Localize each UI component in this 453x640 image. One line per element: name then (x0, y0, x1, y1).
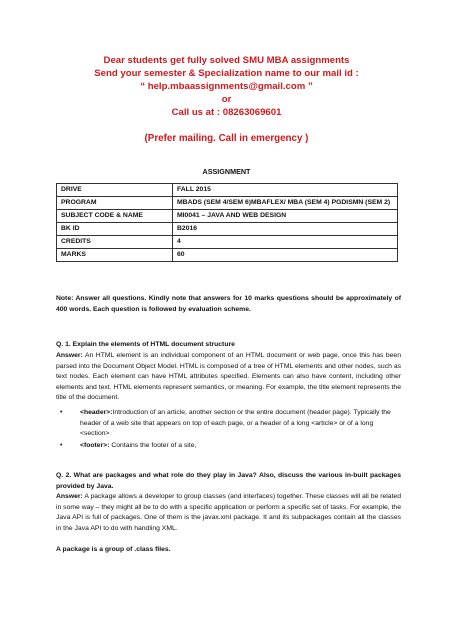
note-paragraph: Note: Answer all questions. Kindly note that answers for 10 marks questions should be approximately of 400 words. Each question is followed by evaluation scheme. (56, 295, 401, 313)
bullet-text: Contains the footer of a site, (109, 442, 197, 449)
row-value: FALL 2015 (173, 184, 398, 197)
promo-note: (Prefer mailing. Call in emergency ) (144, 133, 309, 144)
table-row (57, 184, 398, 197)
answer-2 (56, 492, 401, 534)
promo-block (0, 54, 453, 119)
answer-text: A package allows a developer to group classes (and interfaces) together. These classes will all be related in some way – they might all be to do with a specific application or perform a specific set of tasks. For example, the Java API is full of packages. One of them is the javax.xml package. It and its subpackages contain all the classes in the Java API to do with handling XML. (56, 493, 401, 532)
promo-line-2: Send your semester & Specialization name to our mail id : (94, 68, 359, 79)
row-key: DRIVE (57, 184, 173, 197)
row-value: 60 (173, 249, 398, 262)
promo-phone[interactable]: Call us at : 08263069601 (171, 107, 282, 118)
promo-line-1: Dear students get fully solved SMU MBA assignments (103, 55, 350, 66)
answer-text: An HTML element is an individual component of an HTML document or web page, once this has been parsed into the Document Object Model. HTML is composed of a tree of HTML elements and other nodes, such as text nodes. Each element can have HTML attributes specified. Elements can also have content, including other elements and text. HTML elements represent semantics, or meaning. For example, the title element represents the title of the document. (56, 352, 401, 402)
bullet-item (80, 408, 400, 440)
answer-1 (56, 351, 401, 404)
row-value: 4 (173, 236, 398, 249)
row-value: MI0041 – JAVA AND WEB DESIGN (173, 210, 398, 223)
row-key: MARKS (57, 249, 173, 262)
table-row (57, 210, 398, 223)
table-row (57, 249, 398, 262)
question-1: Q. 1. Explain the elements of HTML document structure (56, 341, 235, 348)
bullet-tag: <footer>: (80, 442, 110, 449)
row-key: BK ID (57, 223, 173, 236)
promo-or: or (221, 94, 232, 105)
bullet-icon: • (60, 409, 63, 416)
row-key: PROGRAM (57, 197, 173, 210)
row-key: CREDITS (57, 236, 173, 249)
table-row (57, 236, 398, 249)
promo-email[interactable]: “ help.mbaassignments@gmail.com ” (140, 81, 313, 92)
row-key: SUBJECT CODE & NAME (57, 210, 173, 223)
answer-label: Answer: (56, 352, 83, 359)
bullet-text: Introduction of an article, another section or the entire document (header page). Typically the header of a web site that appears on top of each page, or a header of a long <article> or of a long <section> (80, 409, 391, 438)
assignment-title: ASSIGNMENT (202, 167, 251, 176)
bullet-item (80, 441, 400, 452)
answer-label: Answer: (56, 493, 83, 500)
bullet-icon: • (60, 442, 63, 449)
table-row (57, 197, 398, 210)
assignment-info-table (56, 183, 398, 262)
closing-line: A package is a group of .class files. (56, 546, 171, 553)
question-2: Q. 2. What are packages and what role do they play in Java? Also, discuss the various in-built packages provided by Java. (56, 472, 401, 490)
row-value: MBADS (SEM 4/SEM 6)MBAFLEX/ MBA (SEM 4) PGDISMN (SEM 2) (173, 197, 398, 210)
table-row (57, 223, 398, 236)
row-value: B2016 (173, 223, 398, 236)
bullet-tag: <header>: (80, 409, 113, 416)
